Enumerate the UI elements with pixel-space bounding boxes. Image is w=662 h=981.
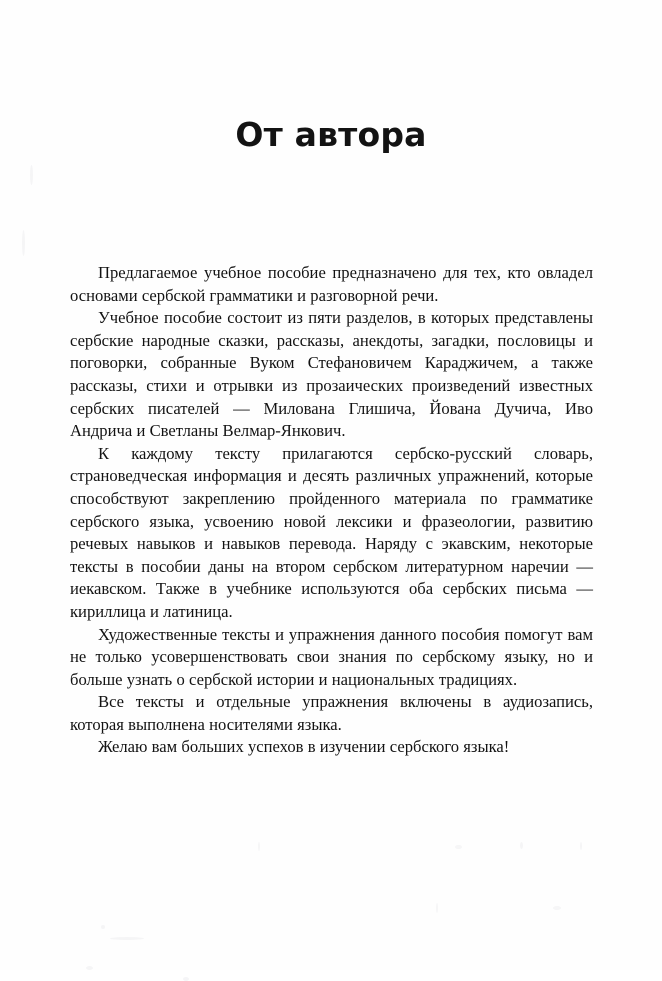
- paragraph-5: Все тексты и отдельные упражнения включены в аудиозапись, которая выполнена носителями языка.: [70, 692, 593, 734]
- body-text-block: [70, 262, 593, 759]
- page-title: От автора: [235, 115, 427, 155]
- paragraph-3: К каждому тексту прилагаются сербско-русский словарь, страноведческая информация и десять различных упражнений, которые способствуют закреплению пройденного материала по грамматике сербского языка, усвоению новой лексики и фразеологии, развитию речевых навыков и навыков перевода. Наряду с экавским, некоторые тексты в пособии даны на втором сербском литературном наречии — иекавском. Также в учебнике используются оба сербских письма — кириллица и латиница.: [70, 443, 593, 621]
- paragraph-6: Желаю вам больших успехов в изучении сербского языка!: [98, 737, 510, 757]
- paragraph-4: Художественные тексты и упражнения данного пособия помогут вам не только усовершенствовать свои знания по сербскому языку, но и больше узнать о сербской истории и национальных традициях.: [70, 624, 593, 689]
- paragraph-2: Учебное пособие состоит из пяти разделов, в которых представлены сербские народные сказки, рассказы, анекдоты, загадки, пословицы и поговорки, собранные Вуком Стефановичем Караджичем, а также рассказы, стихи и отрывки из прозаических произведений известных сербских писателей — Милована Глишича, Йована Дучича, Иво Андрича и Светланы Велмар-Янкович.: [70, 308, 593, 441]
- paragraph-1: Предлагаемое учебное пособие предназначено для тех, кто овладел основами сербской грамматики и разговорной речи.: [70, 263, 593, 305]
